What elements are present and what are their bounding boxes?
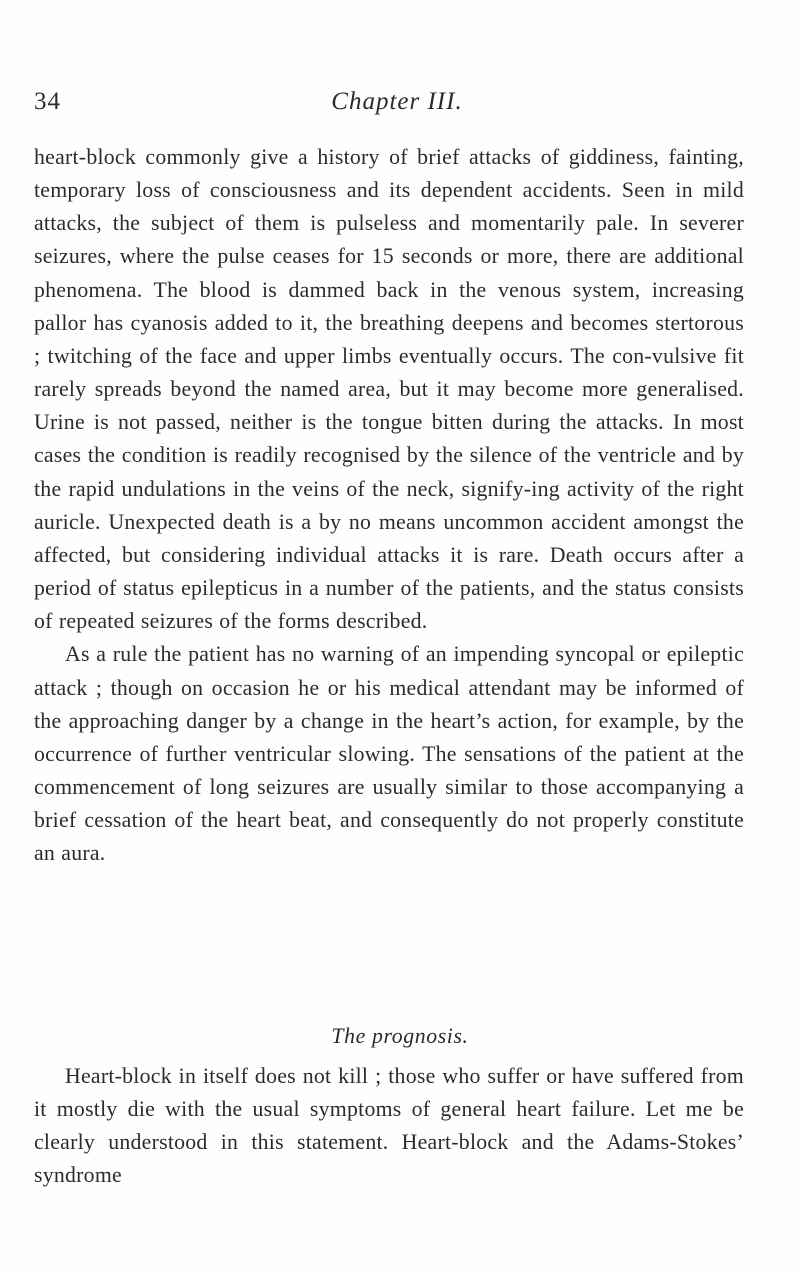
paragraph-continuation: heart-block commonly give a history of brief attacks of giddiness, fainting, temporary loss of consciousness and its dependent accidents. Seen in mild attacks, the subject of them is pulseless and momentarily pale. In severer seizures, where the pulse ceases for 15 seconds or more, there are additional phenomena. The blood is dammed back in the venous system, increasing pallor has cyanosis added to it, the breathing deepens and becomes stertorous ; twitching of the face and upper limbs eventually occurs. The con-vulsive fit rarely spreads beyond the named area, but it may become more generalised. Urine is not passed, neither is the tongue bitten during the attacks. In most cases the condition is readily recognised by the silence of the ventricle and by the rapid undulations in the veins of the neck, signify-ing activity of the right auricle. Unexpected death is a by no means uncommon accident amongst the affected, but considering individual attacks it is rare. Death occurs after a period of status epilepticus in a number of the patients, and the status consists of repeated seizures of the forms described.: [34, 145, 744, 634]
chapter-title: Chapter III.: [331, 88, 463, 115]
page-number: 34: [34, 88, 61, 115]
prognosis-text-block: [34, 1060, 744, 1193]
body-text-block: [34, 141, 744, 870]
paragraph-prognosis: Heart-block in itself does not kill ; those who suffer or have suffered from it mostly die with the usual symptoms of general heart failure. Let me be clearly understood in this statement. Heart-block and the Adams-Stokes’ syndrome: [34, 1064, 744, 1188]
paragraph-warning: As a rule the patient has no warning of an impending syncopal or epileptic attack ; though on occasion he or his medical attendant may be informed of the approaching danger by a change in the heart’s action, for example, by the occurrence of further ventricular slowing. The sensations of the patient at the commencement of long seizures are usually similar to those accompanying a brief cessation of the heart beat, and consequently do not properly constitute an aura.: [34, 642, 744, 866]
running-head: [34, 88, 760, 118]
section-heading: The prognosis.: [331, 1024, 469, 1048]
